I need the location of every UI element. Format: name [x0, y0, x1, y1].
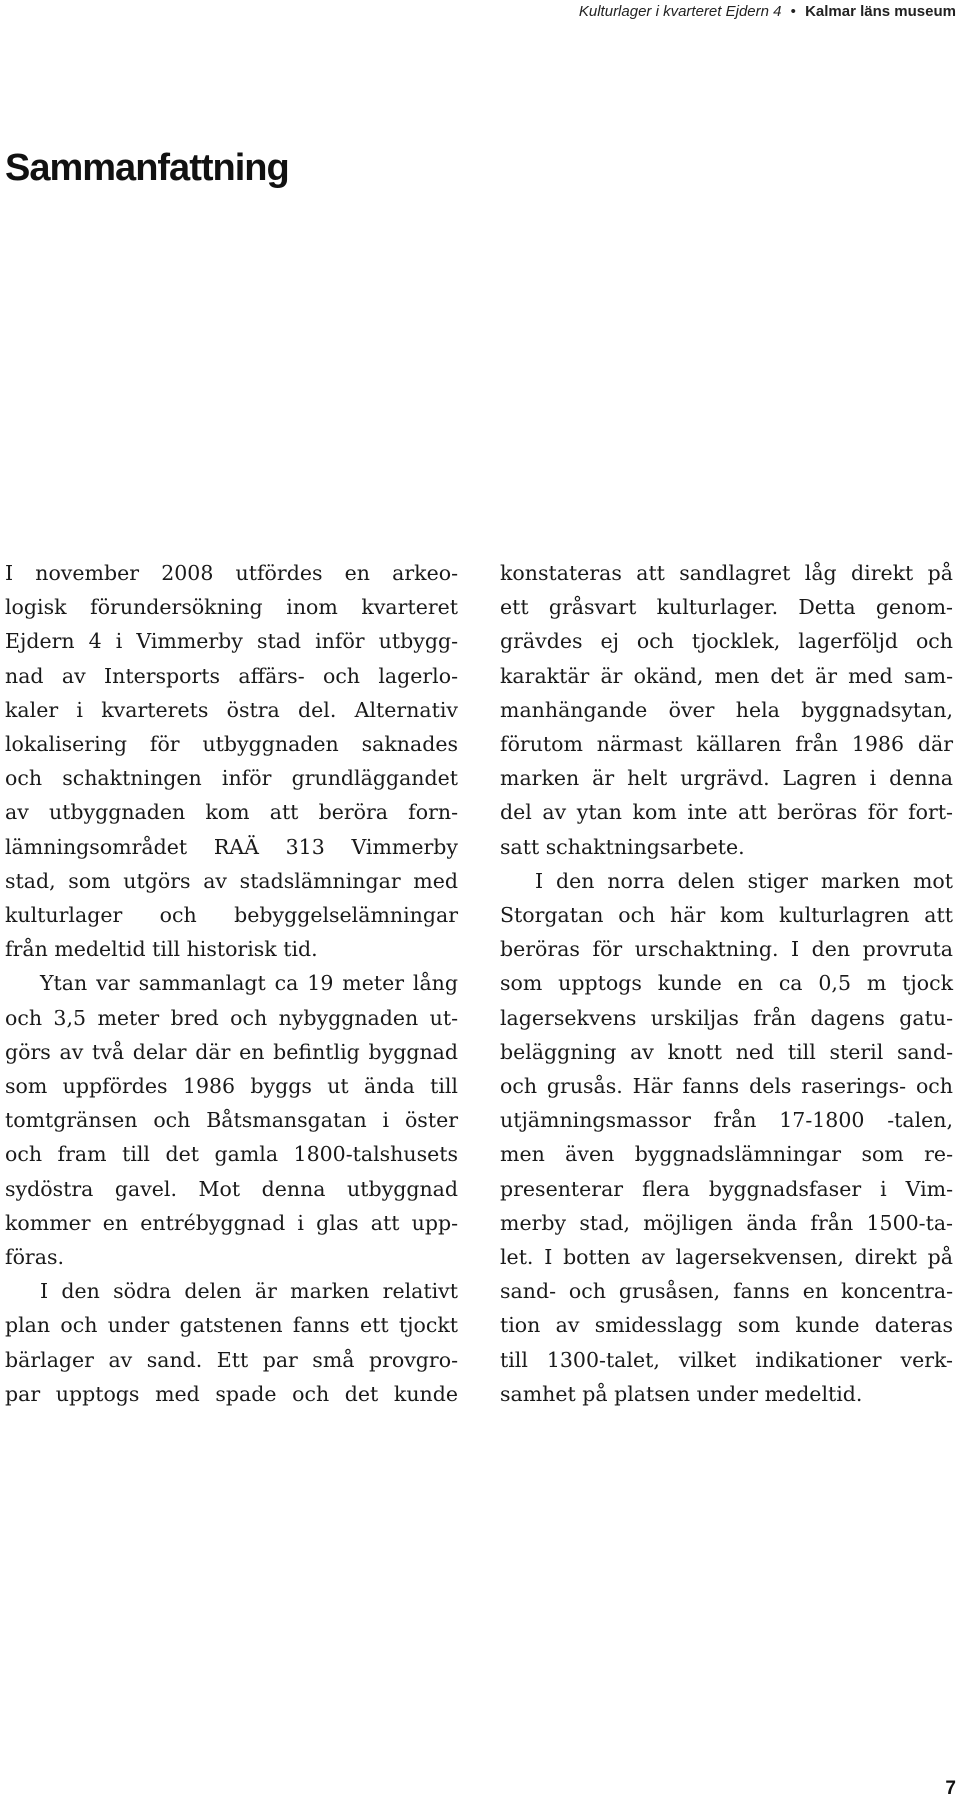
text-line: I den södra delen är marken relativt — [40, 1279, 458, 1304]
text-line: görs av två delar där en befintlig byggnad — [5, 1039, 458, 1064]
text-line: stad, som utgörs av stadslämningar med — [5, 868, 458, 893]
text-line: lagersekvens urskiljas från dagens gatu- — [500, 1005, 953, 1030]
text-line: samhet på platsen under medeltid. — [500, 1381, 863, 1406]
text-line: Storgatan och här kom kulturlagren att — [500, 903, 953, 928]
text-line: ett gråsvart kulturlager. Detta genom- — [500, 595, 953, 620]
series-title: Kulturlager i kvarteret Ejdern 4 — [578, 3, 782, 20]
text-line: av utbyggnaden kom att beröra forn- — [5, 800, 458, 825]
text-line: let. I botten av lagersekvensen, direkt på — [500, 1245, 953, 1270]
text-line: par upptogs med spade och det kunde — [5, 1381, 458, 1406]
text-line: till 1300-talet, vilket indikationer verk- — [500, 1347, 953, 1372]
text-line: beröras för urschaktning. I den provruta — [500, 937, 953, 962]
text-line: och schaktningen inför grundläggandet — [5, 766, 458, 791]
text-line: men även byggnadslämningar som re- — [500, 1142, 953, 1167]
text-line: manhängande över hela byggnadsytan, — [500, 697, 953, 722]
text-line: karaktär är okänd, men det är med sam- — [500, 663, 953, 688]
page-number: 7 — [945, 1778, 956, 1799]
text-line: del av ytan kom inte att beröras för fort- — [500, 800, 953, 825]
text-line: bärlager av sand. Ett par små provgro- — [5, 1347, 458, 1372]
text-line: och 3,5 meter bred och nybyggnaden ut- — [5, 1005, 458, 1030]
text-column-left — [5, 556, 458, 1411]
text-line: från medeltid till historisk tid. — [5, 937, 318, 962]
text-line: Ytan var sammanlagt ca 19 meter lång — [40, 971, 458, 996]
text-line: och grusås. Här fanns dels raserings- och — [500, 1074, 953, 1099]
running-header — [579, 0, 956, 24]
text-column-right — [500, 556, 953, 1411]
text-line: sydöstra gavel. Mot denna utbyggnad — [5, 1176, 458, 1201]
text-line: lokalisering för utbyggnaden saknades — [5, 732, 458, 757]
text-line: presenterar flera byggnadsfaser i Vim- — [500, 1176, 953, 1201]
text-line: som upptogs kunde en ca 0,5 m tjock — [500, 971, 953, 996]
section-title: Sammanfattning — [5, 147, 289, 189]
text-line: sand- och grusåsen, fanns en koncentra- — [500, 1279, 953, 1304]
text-line: som uppfördes 1986 byggs ut ända till — [5, 1074, 458, 1099]
publisher-name: Kalmar läns museum — [805, 3, 956, 20]
text-line: merby stad, möjligen ända från 1500-ta- — [500, 1210, 953, 1235]
text-line: nad av Intersports affärs- och lagerlo- — [5, 663, 458, 688]
text-line: beläggning av knott ned till steril sand- — [500, 1039, 953, 1064]
text-line: förutom närmast källaren från 1986 där — [500, 732, 953, 757]
text-line: kommer en entrébyggnad i glas att upp- — [5, 1210, 458, 1235]
text-line: tion av smidesslagg som kunde dateras — [500, 1313, 953, 1338]
text-line: plan och under gatstenen fanns ett tjockt — [5, 1313, 458, 1338]
text-line: kulturlager och bebyggelselämningar — [5, 903, 458, 928]
text-line: konstateras att sandlagret låg direkt på — [500, 561, 953, 585]
text-line: marken är helt urgrävd. Lagren i denna — [500, 766, 953, 791]
text-line: I den norra delen stiger marken mot — [535, 868, 953, 893]
text-line: satt schaktningsarbete. — [500, 834, 745, 859]
text-line: Ejdern 4 i Vimmerby stad inför utbygg- — [5, 629, 458, 654]
text-line: logisk förundersökning inom kvarteret — [5, 595, 458, 620]
text-line: tomtgränsen och Båtsmansgatan i öster — [5, 1108, 458, 1133]
header-separator: • — [790, 3, 796, 20]
text-line: och fram till det gamla 1800-talshusets — [5, 1142, 458, 1167]
text-line: kaler i kvarterets östra del. Alternativ — [5, 697, 458, 722]
text-line: föras. — [5, 1245, 64, 1270]
text-line: grävdes ej och tjocklek, lagerföljd och — [500, 629, 953, 654]
text-line: I november 2008 utfördes en arkeo- — [5, 561, 458, 585]
text-line: utjämningsmassor från 17-1800 -talen, — [500, 1108, 953, 1133]
text-line: lämningsområdet RAÄ 313 Vimmerby — [5, 834, 458, 859]
